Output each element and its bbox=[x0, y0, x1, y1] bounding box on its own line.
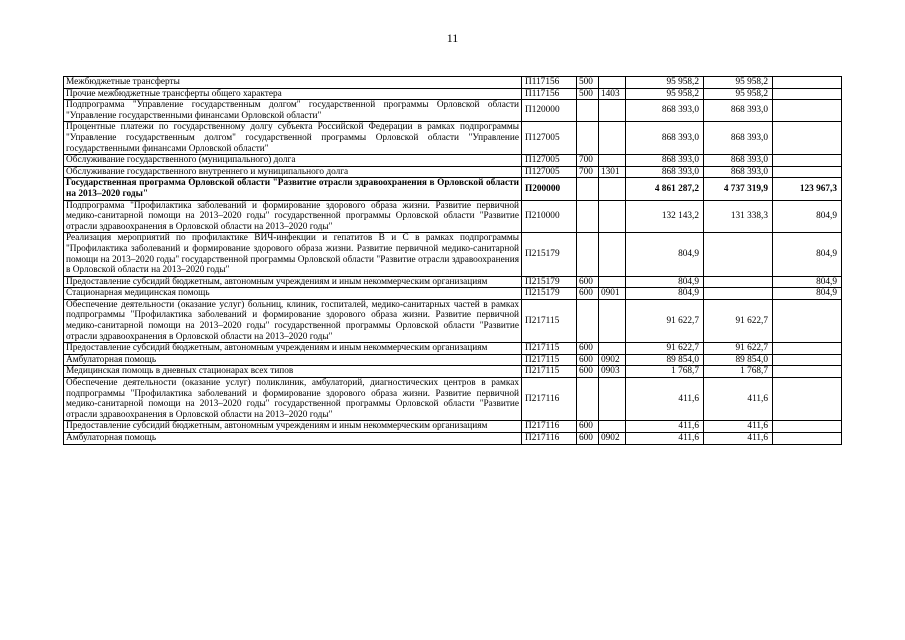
amount-3-cell bbox=[773, 77, 842, 89]
amount-3-cell bbox=[773, 378, 842, 421]
amount-2-cell: 868 393,0 bbox=[704, 166, 773, 178]
expense-type-cell bbox=[577, 200, 599, 233]
table-row bbox=[64, 88, 842, 100]
expense-type-cell: 600 bbox=[577, 276, 599, 288]
row-name-cell: Предоставление субсидий бюджетным, автономным учреждениям и иным некоммерческим организациям bbox=[64, 343, 522, 355]
row-name-cell: Государственная программа Орловской области "Развитие отрасли здравоохранения в Орловской области на 2013–2020 годы" bbox=[64, 178, 522, 200]
section-cell: 1301 bbox=[599, 166, 626, 178]
table-row bbox=[64, 421, 842, 433]
expense-type-cell bbox=[577, 178, 599, 200]
target-code-cell: П217116 bbox=[522, 378, 577, 421]
row-name-cell: Предоставление субсидий бюджетным, автономным учреждениям и иным некоммерческим организациям bbox=[64, 276, 522, 288]
section-cell: 0902 bbox=[599, 354, 626, 366]
row-name-cell: Подпрограмма "Управление государственным долгом" государственной программы Орловской области "Управление государственными финансами Орловской области" bbox=[64, 100, 522, 122]
table-row bbox=[64, 233, 842, 276]
expense-type-cell bbox=[577, 100, 599, 122]
amount-3-cell bbox=[773, 155, 842, 167]
amount-2-cell bbox=[704, 276, 773, 288]
total-amount-cell: 91 622,7 bbox=[626, 299, 704, 342]
row-name-cell: Обслуживание государственного (муниципального) долга bbox=[64, 155, 522, 167]
amount-2-cell: 95 958,2 bbox=[704, 88, 773, 100]
table-row bbox=[64, 77, 842, 89]
row-name-cell: Амбулаторная помощь bbox=[64, 354, 522, 366]
target-code-cell: П210000 bbox=[522, 200, 577, 233]
amount-3-cell bbox=[773, 421, 842, 433]
amount-3-cell bbox=[773, 166, 842, 178]
amount-2-cell: 1 768,7 bbox=[704, 366, 773, 378]
target-code-cell: П127005 bbox=[522, 122, 577, 155]
target-code-cell: П127005 bbox=[522, 166, 577, 178]
amount-3-cell bbox=[773, 100, 842, 122]
total-amount-cell: 868 393,0 bbox=[626, 166, 704, 178]
amount-3-cell: 123 967,3 bbox=[773, 178, 842, 200]
table-row bbox=[64, 155, 842, 167]
table-row bbox=[64, 200, 842, 233]
row-name-cell: Межбюджетные трансферты bbox=[64, 77, 522, 89]
row-name-cell: Обслуживание государственного внутреннего и муниципального долга bbox=[64, 166, 522, 178]
row-name-cell: Предоставление субсидий бюджетным, автономным учреждениям и иным некоммерческим организациям bbox=[64, 421, 522, 433]
section-cell bbox=[599, 343, 626, 355]
amount-2-cell: 411,6 bbox=[704, 378, 773, 421]
row-name-cell: Амбулаторная помощь bbox=[64, 433, 522, 445]
amount-3-cell: 804,9 bbox=[773, 200, 842, 233]
table-row bbox=[64, 354, 842, 366]
section-cell: 0902 bbox=[599, 433, 626, 445]
amount-2-cell bbox=[704, 233, 773, 276]
amount-2-cell: 4 737 319,9 bbox=[704, 178, 773, 200]
amount-2-cell: 95 958,2 bbox=[704, 77, 773, 89]
table-row bbox=[64, 100, 842, 122]
amount-3-cell: 804,9 bbox=[773, 288, 842, 300]
table-row bbox=[64, 299, 842, 342]
total-amount-cell: 4 861 287,2 bbox=[626, 178, 704, 200]
row-name-cell: Обеспечение деятельности (оказание услуг) поликлиник, амбулаторий, диагностических центров в рамках подпрограммы "Профилактика заболеваний и формирование здорового образа жизни. Развитие первичной медико-санитарной помощи на 2013–2020 годы" государственной программы Орловской области "Развитие отрасли здравоохранения в Орловской области на 2013–2020 годы" bbox=[64, 378, 522, 421]
total-amount-cell: 411,6 bbox=[626, 421, 704, 433]
table-row bbox=[64, 166, 842, 178]
table-row bbox=[64, 366, 842, 378]
total-amount-cell: 95 958,2 bbox=[626, 88, 704, 100]
section-cell bbox=[599, 233, 626, 276]
row-name-cell: Подпрограмма "Профилактика заболеваний и формирование здорового образа жизни. Развитие первичной медико-санитарной помощи на 2013–2020 годы" государственной программы Орловской области "Развитие отрасли здравоохранения в Орловской области на 2013–2020 годы" bbox=[64, 200, 522, 233]
table-row bbox=[64, 433, 842, 445]
target-code-cell: П127005 bbox=[522, 155, 577, 167]
amount-3-cell bbox=[773, 122, 842, 155]
target-code-cell: П217115 bbox=[522, 366, 577, 378]
total-amount-cell: 804,9 bbox=[626, 288, 704, 300]
target-code-cell: П217115 bbox=[522, 354, 577, 366]
target-code-cell: П200000 bbox=[522, 178, 577, 200]
amount-2-cell: 411,6 bbox=[704, 433, 773, 445]
section-cell bbox=[599, 299, 626, 342]
amount-2-cell: 91 622,7 bbox=[704, 343, 773, 355]
budget-table bbox=[63, 76, 842, 445]
table-row bbox=[64, 343, 842, 355]
expense-type-cell bbox=[577, 378, 599, 421]
table-row bbox=[64, 378, 842, 421]
expense-type-cell: 600 bbox=[577, 354, 599, 366]
amount-2-cell: 91 622,7 bbox=[704, 299, 773, 342]
expense-type-cell bbox=[577, 233, 599, 276]
target-code-cell: П217115 bbox=[522, 299, 577, 342]
total-amount-cell: 95 958,2 bbox=[626, 77, 704, 89]
amount-2-cell: 131 338,3 bbox=[704, 200, 773, 233]
expense-type-cell bbox=[577, 122, 599, 155]
section-cell bbox=[599, 155, 626, 167]
row-name-cell: Медицинская помощь в дневных стационарах всех типов bbox=[64, 366, 522, 378]
amount-2-cell: 411,6 bbox=[704, 421, 773, 433]
amount-2-cell: 868 393,0 bbox=[704, 122, 773, 155]
amount-3-cell bbox=[773, 433, 842, 445]
amount-3-cell bbox=[773, 366, 842, 378]
total-amount-cell: 868 393,0 bbox=[626, 122, 704, 155]
amount-3-cell bbox=[773, 88, 842, 100]
expense-type-cell bbox=[577, 299, 599, 342]
section-cell: 1403 bbox=[599, 88, 626, 100]
table-row bbox=[64, 288, 842, 300]
row-name-cell: Процентные платежи по государственному долгу субъекта Российской Федерации в рамках подпрограммы "Управление государственным долгом" государственной программы Орловской области "Управление государственными финансами Орловской области" bbox=[64, 122, 522, 155]
expense-type-cell: 600 bbox=[577, 433, 599, 445]
section-cell bbox=[599, 421, 626, 433]
total-amount-cell: 804,9 bbox=[626, 233, 704, 276]
target-code-cell: П117156 bbox=[522, 77, 577, 89]
amount-2-cell: 868 393,0 bbox=[704, 100, 773, 122]
section-cell: 0903 bbox=[599, 366, 626, 378]
section-cell bbox=[599, 378, 626, 421]
amount-2-cell: 868 393,0 bbox=[704, 155, 773, 167]
target-code-cell: П217115 bbox=[522, 343, 577, 355]
target-code-cell: П215179 bbox=[522, 288, 577, 300]
target-code-cell: П117156 bbox=[522, 88, 577, 100]
expense-type-cell: 700 bbox=[577, 155, 599, 167]
expense-type-cell: 600 bbox=[577, 288, 599, 300]
target-code-cell: П217116 bbox=[522, 421, 577, 433]
amount-3-cell: 804,9 bbox=[773, 233, 842, 276]
total-amount-cell: 91 622,7 bbox=[626, 343, 704, 355]
total-amount-cell: 868 393,0 bbox=[626, 100, 704, 122]
total-amount-cell: 1 768,7 bbox=[626, 366, 704, 378]
total-amount-cell: 89 854,0 bbox=[626, 354, 704, 366]
total-amount-cell: 411,6 bbox=[626, 433, 704, 445]
expense-type-cell: 600 bbox=[577, 366, 599, 378]
amount-3-cell: 804,9 bbox=[773, 276, 842, 288]
total-amount-cell: 411,6 bbox=[626, 378, 704, 421]
target-code-cell: П215179 bbox=[522, 233, 577, 276]
total-amount-cell: 868 393,0 bbox=[626, 155, 704, 167]
amount-3-cell bbox=[773, 354, 842, 366]
section-cell bbox=[599, 77, 626, 89]
amount-3-cell bbox=[773, 299, 842, 342]
target-code-cell: П120000 bbox=[522, 100, 577, 122]
section-cell bbox=[599, 178, 626, 200]
section-cell bbox=[599, 100, 626, 122]
total-amount-cell: 804,9 bbox=[626, 276, 704, 288]
section-cell: 0901 bbox=[599, 288, 626, 300]
page-number: 11 bbox=[446, 31, 459, 45]
section-cell bbox=[599, 122, 626, 155]
row-name-cell: Обеспечение деятельности (оказание услуг) больниц, клиник, госпиталей, медико-санитарных частей в рамках подпрограммы "Профилактика заболеваний и формирование здорового образа жизни. Развитие первичной медико-санитарной помощи на 2013–2020 годы" государственной программы Орловской области "Развитие отрасли здравоохранения в Орловской области на 2013–2020 годы" bbox=[64, 299, 522, 342]
row-name-cell: Прочие межбюджетные трансферты общего характера bbox=[64, 88, 522, 100]
expense-type-cell: 700 bbox=[577, 166, 599, 178]
expense-type-cell: 600 bbox=[577, 343, 599, 355]
row-name-cell: Стационарная медицинская помощь bbox=[64, 288, 522, 300]
expense-type-cell: 500 bbox=[577, 77, 599, 89]
row-name-cell: Реализация мероприятий по профилактике ВИЧ-инфекции и гепатитов B и C в рамках подпрограммы "Профилактика заболеваний и формирование здорового образа жизни. Развитие первичной медико-санитарной помощи на 2013–2020 годы" государственной программы Орловской области "Развитие отрасли здравоохранения в Орловской области на 2013–2020 годы" bbox=[64, 233, 522, 276]
section-cell bbox=[599, 276, 626, 288]
table-row bbox=[64, 122, 842, 155]
expense-type-cell: 500 bbox=[577, 88, 599, 100]
amount-2-cell: 89 854,0 bbox=[704, 354, 773, 366]
amount-2-cell bbox=[704, 288, 773, 300]
expense-type-cell: 600 bbox=[577, 421, 599, 433]
section-cell bbox=[599, 200, 626, 233]
table-row bbox=[64, 178, 842, 200]
table-row bbox=[64, 276, 842, 288]
target-code-cell: П217116 bbox=[522, 433, 577, 445]
total-amount-cell: 132 143,2 bbox=[626, 200, 704, 233]
target-code-cell: П215179 bbox=[522, 276, 577, 288]
amount-3-cell bbox=[773, 343, 842, 355]
